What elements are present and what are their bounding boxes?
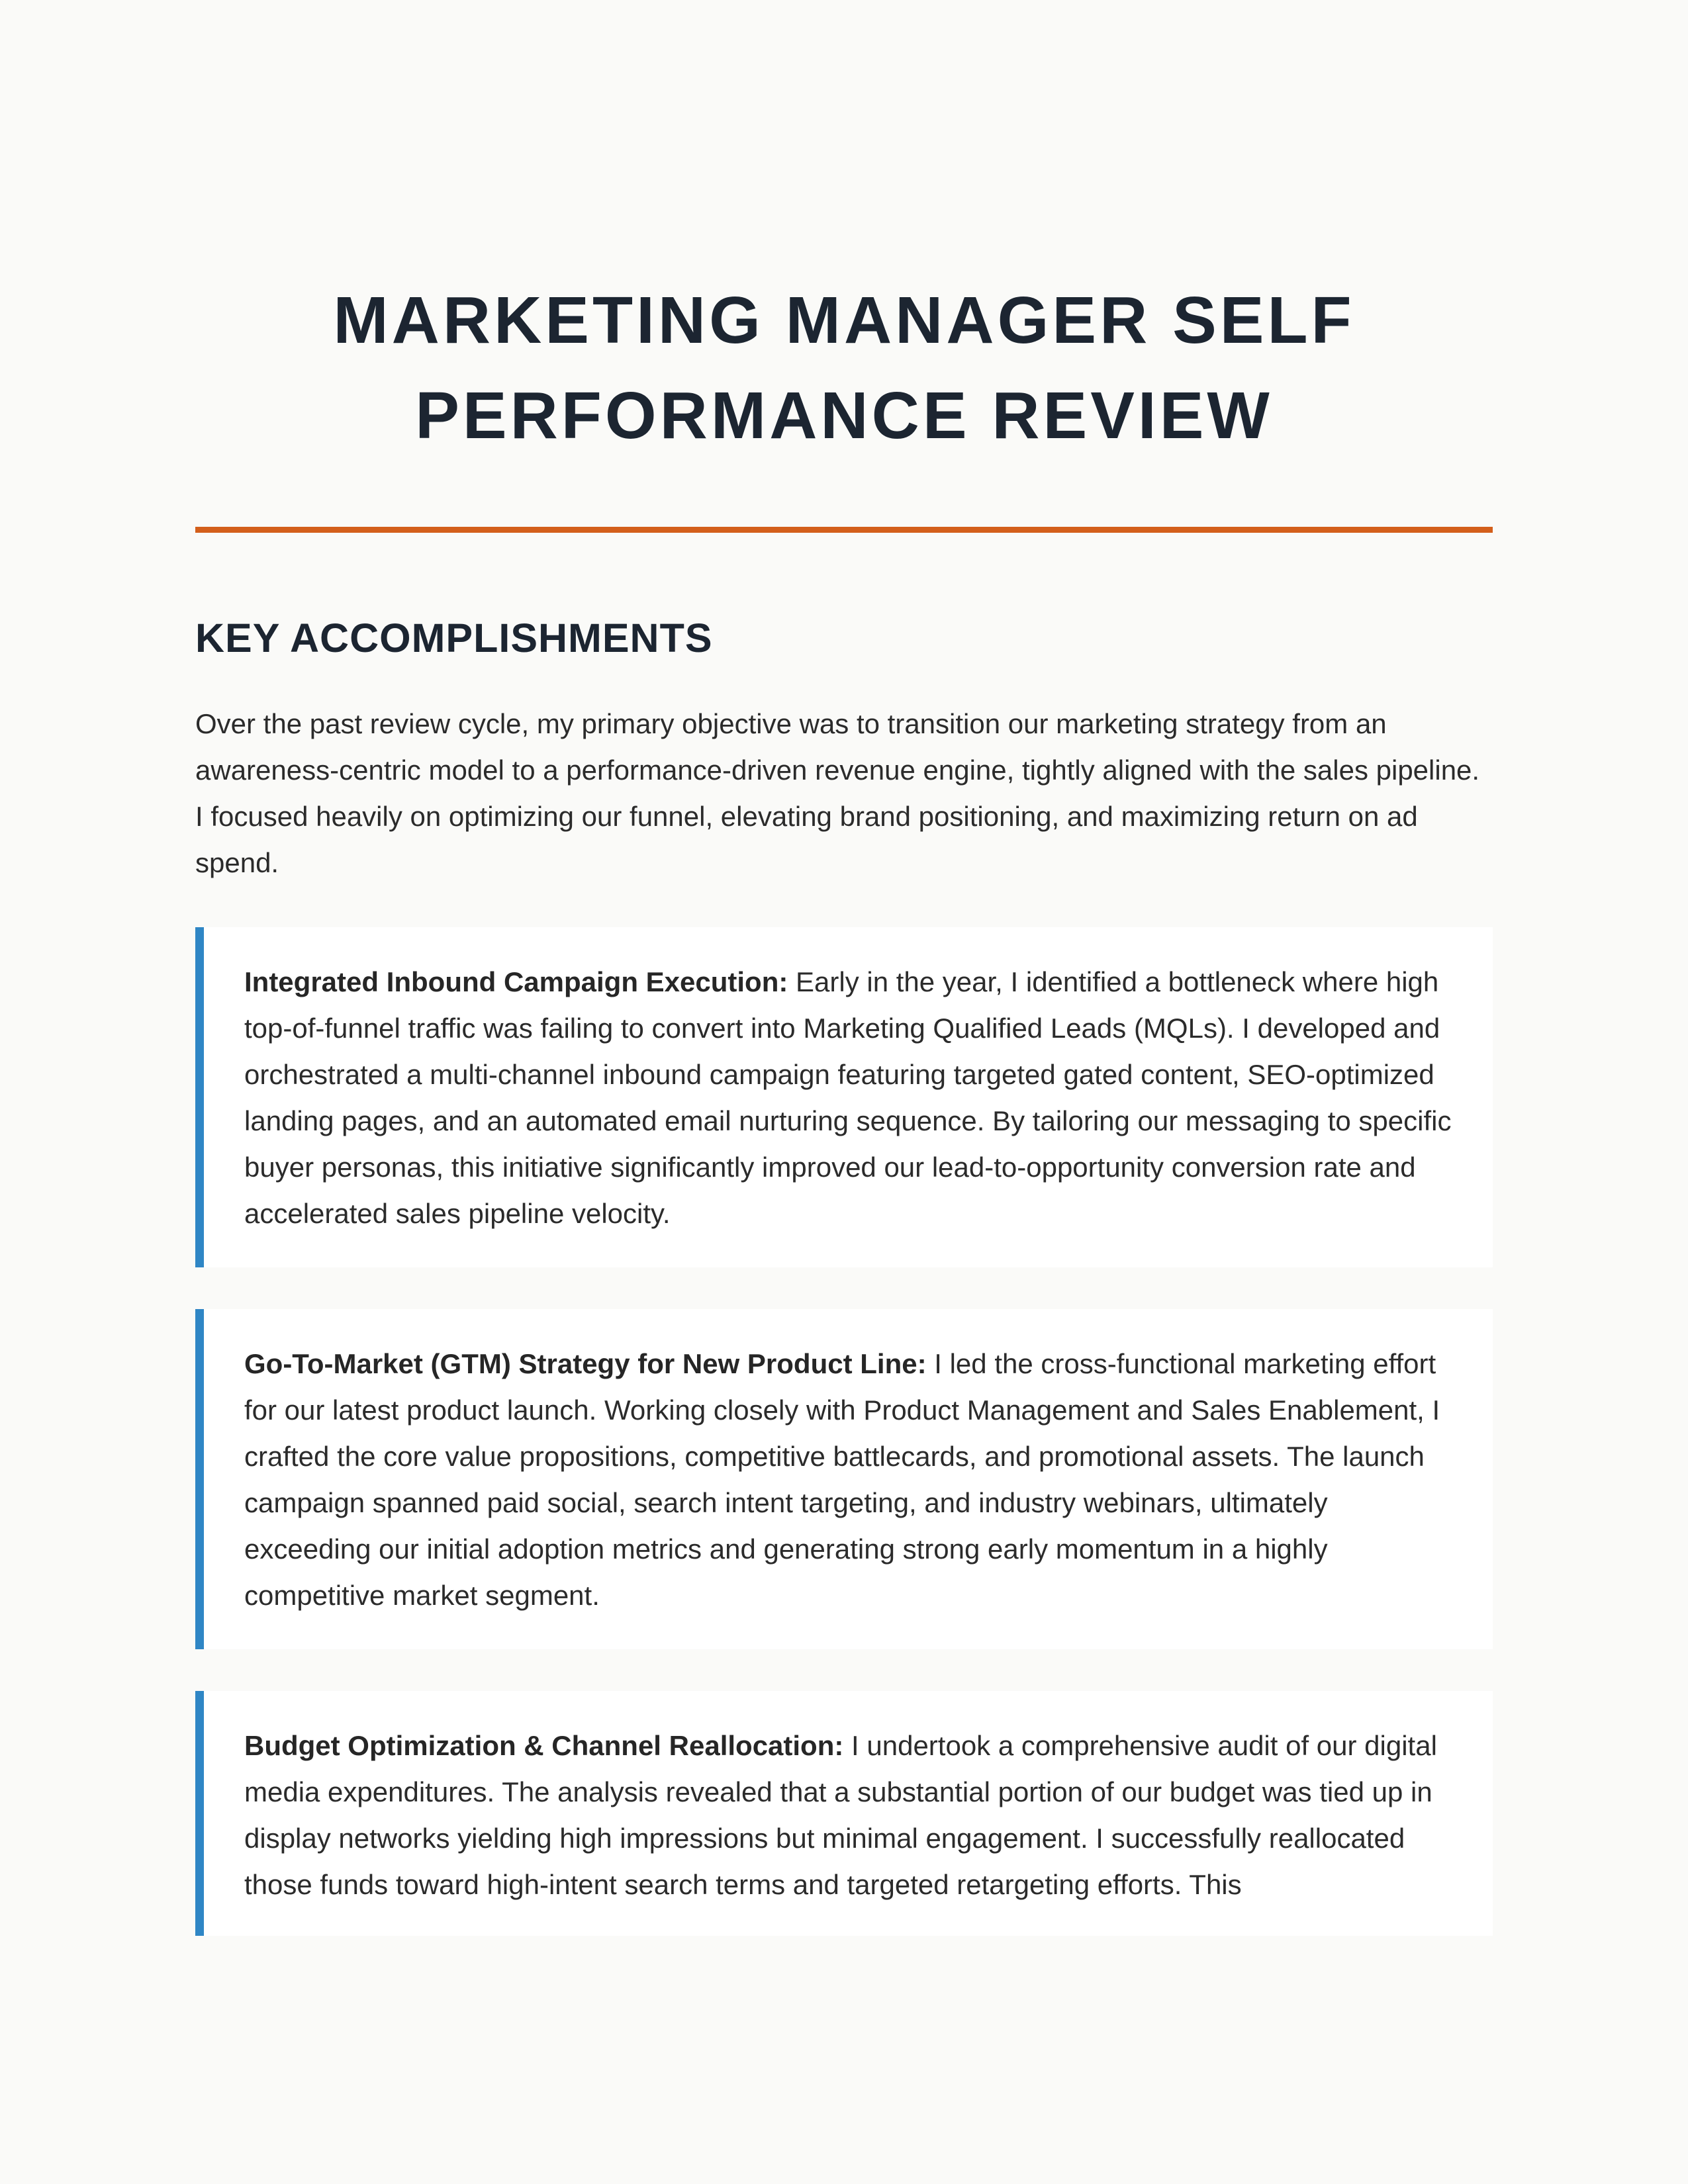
accomplishment-body: Early in the year, I identified a bottleneck where high top-of-funnel traffic was failing to convert into Marketing Qualified Leads (MQLs). I developed and orchestrated a multi-channel inbound campaign featuring targeted gated content, SEO-optimized landing pages, and an automated email nurturing sequence. By tailoring our messaging to specific buyer personas, this initiative significantly improved our lead-to-opportunity conversion rate and accelerated sales pipeline velocity. — [244, 966, 1452, 1229]
accomplishment-body: I led the cross-functional marketing effort for our latest product launch. Working closely with Product Management and Sales Enablement, I crafted the core value propositions, competitive battlecards, and promotional assets. The launch campaign spanned paid social, search intent targeting, and industry webinars, ultimately exceeding our initial adoption metrics and generating strong early momentum in a highly competitive market segment. — [244, 1348, 1440, 1611]
accomplishment-text — [244, 1723, 1453, 1908]
section-heading: KEY ACCOMPLISHMENTS — [195, 615, 713, 660]
intro-paragraph: Over the past review cycle, my primary objective was to transition our marketing strategy from an awareness-centric model to a performance-driven revenue engine, tightly aligned with the sales pipeline. I focused heavily on optimizing our funnel, elevating brand positioning, and maximizing return on ad spend. — [195, 708, 1480, 878]
accomplishment-lead: Integrated Inbound Campaign Execution: — [244, 966, 788, 997]
document-title: MARKETING MANAGER SELF PERFORMANCE REVIEW — [333, 283, 1355, 453]
accomplishment-text — [244, 959, 1453, 1237]
accomplishment-text — [244, 1341, 1453, 1619]
accomplishment-lead: Budget Optimization & Channel Reallocation: — [244, 1730, 844, 1761]
accomplishment-card — [195, 1691, 1493, 1936]
accomplishment-card — [195, 1309, 1493, 1649]
accomplishment-card — [195, 927, 1493, 1267]
accomplishment-body: I undertook a comprehensive audit of our digital media expenditures. The analysis revealed that a substantial portion of our budget was tied up in display networks yielding high impressions but minimal engagement. I successfully reallocated those funds toward high-intent search terms and targeted retargeting efforts. This — [244, 1730, 1437, 1900]
title-divider — [195, 527, 1493, 533]
accomplishment-lead: Go-To-Market (GTM) Strategy for New Product Line: — [244, 1348, 927, 1379]
